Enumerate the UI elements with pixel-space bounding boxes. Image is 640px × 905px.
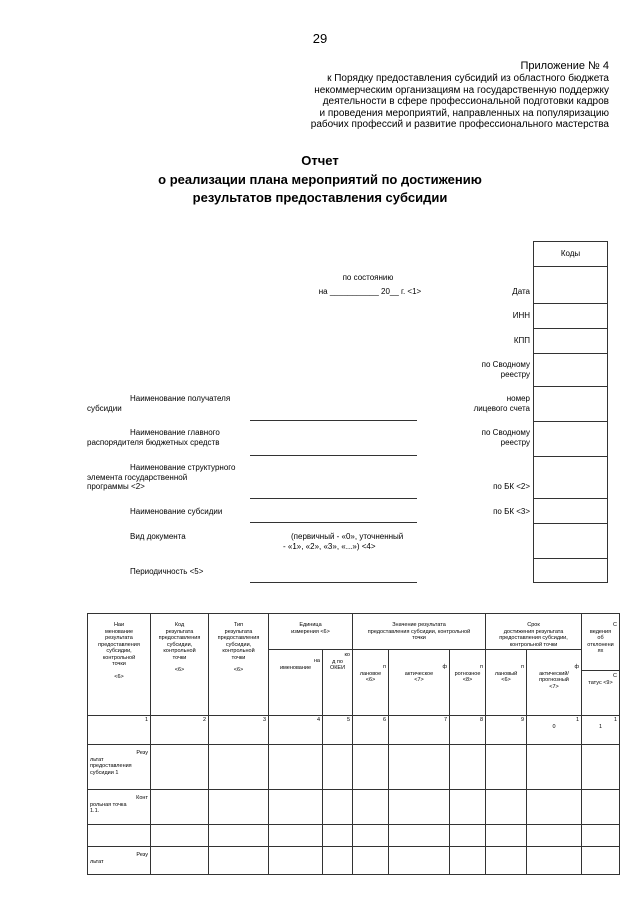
header-term-plan [486, 650, 527, 716]
header-text: п [383, 664, 386, 670]
header-text: субсидии, [166, 641, 193, 648]
table-cell[interactable] [151, 825, 209, 847]
row-label-checkpoint [88, 790, 151, 825]
header-text: ОКЕИ [329, 665, 346, 671]
header-unit-okei [323, 650, 353, 716]
label-svod-line: реестру [500, 369, 530, 379]
header-text: <6> [365, 677, 376, 683]
header-text: измерения <6> [291, 628, 330, 635]
table-cell[interactable] [450, 825, 486, 847]
code-cell-doctype[interactable] [534, 524, 608, 559]
table-cell[interactable] [323, 825, 353, 847]
code-cell-bk2[interactable] [534, 457, 608, 499]
header-text: точки [172, 654, 187, 661]
header-text: <7> [414, 677, 424, 683]
label-svod [482, 360, 530, 379]
structural-underline[interactable] [250, 498, 417, 499]
header-text: С [613, 673, 617, 679]
code-cell-date[interactable] [534, 267, 608, 304]
table-cell[interactable] [486, 790, 527, 825]
table-cell[interactable] [450, 790, 486, 825]
header-text: точки [112, 661, 126, 667]
code-cell-svod[interactable] [534, 354, 608, 387]
header-value [353, 614, 486, 650]
header-text: Тип [233, 622, 244, 628]
table-cell[interactable] [209, 790, 269, 825]
header-text: предоставления [217, 635, 260, 641]
table-cell[interactable] [353, 847, 389, 875]
row-text: рольная точка [90, 801, 127, 808]
table-cell[interactable] [450, 847, 486, 875]
header-type [209, 614, 269, 716]
header-text: <6> [114, 673, 124, 680]
header-text: предоставления [158, 635, 201, 641]
table-cell[interactable] [323, 790, 353, 825]
column-number-11 [582, 716, 620, 745]
header-text: д по [332, 658, 343, 665]
page-number: 29 [312, 31, 328, 46]
column-number: 5 [323, 716, 353, 745]
table-cell[interactable] [269, 745, 323, 790]
header-text: предоставления субсидии, контрольной [367, 628, 471, 635]
table-cell[interactable] [389, 790, 450, 825]
table-cell[interactable] [209, 847, 269, 875]
column-number: 6 [353, 716, 389, 745]
header-text: менование [104, 628, 134, 635]
label-account-line: лицевого счета [473, 403, 530, 413]
doctype-note [283, 532, 423, 551]
table-cell[interactable] [582, 825, 620, 847]
field-structural-line: элемента государственной [87, 472, 188, 482]
column-number-10 [527, 716, 582, 745]
table-cell[interactable] [582, 847, 620, 875]
label-svod-line: по Сводному [481, 428, 530, 437]
column-number: 2 [151, 716, 209, 745]
appendix-line: к Порядку предоставления субсидий из областного бюджета [327, 73, 609, 85]
subsidy-underline[interactable] [250, 522, 417, 523]
date-line: на ___________ 20__ г. <1> [318, 287, 422, 296]
table-cell[interactable] [88, 825, 151, 847]
codes-table [533, 241, 608, 583]
header-text: Значение результата [392, 622, 446, 628]
as-of-label: по состоянию [342, 273, 394, 282]
header-text: субсидии, [106, 648, 132, 654]
table-cell[interactable] [209, 825, 269, 847]
header-text: контрольной [222, 648, 255, 654]
column-number-digit: 1 [613, 717, 617, 723]
column-number-digit: 1 [575, 717, 579, 723]
header-code [151, 614, 209, 716]
label-svod-line: по Сводному [481, 360, 530, 369]
table-cell[interactable] [269, 847, 323, 875]
column-number-digit: 0 [552, 723, 556, 730]
table-cell[interactable] [151, 847, 209, 875]
column-number: 1 [88, 716, 151, 745]
header-text: рогнозное [454, 670, 481, 677]
field-recipient-line: Наименование получателя [130, 394, 231, 403]
header-deviation [582, 614, 620, 671]
header-text: на [313, 658, 320, 664]
header-text: предоставления субсидии, [499, 635, 568, 641]
row-text: Резу [136, 750, 148, 756]
table-cell[interactable] [389, 745, 450, 790]
field-manager [87, 428, 247, 447]
label-account [474, 394, 530, 413]
field-doctype: Вид документа [130, 532, 186, 541]
row-text: Конт [136, 795, 148, 801]
row-text: льтат [90, 756, 104, 763]
appendix-line: деятельности в сфере профессиональной подготовки кадров [322, 96, 609, 108]
header-text: точки [231, 654, 246, 661]
header-text: <6> [174, 667, 185, 673]
report-title: Отчет [301, 153, 339, 168]
header-text: контрольной [102, 654, 136, 661]
row-text: субсидии 1 [90, 769, 119, 776]
table-cell[interactable] [389, 825, 450, 847]
header-text: С [613, 622, 617, 628]
header-text: лановое [359, 670, 382, 677]
table-cell[interactable] [353, 745, 389, 790]
header-unit-name [269, 650, 323, 716]
column-number: 4 [269, 716, 323, 745]
header-text: результата [105, 635, 133, 641]
header-text: ф [574, 664, 579, 670]
row-text: Резу [136, 852, 148, 858]
field-structural-line: программы <2> [87, 482, 145, 491]
header-term [486, 614, 582, 650]
table-cell[interactable] [323, 847, 353, 875]
header-term-fact [527, 650, 582, 716]
header-text: прогнозный [539, 677, 569, 683]
column-number: 3 [209, 716, 269, 745]
row-text: льтат [90, 858, 104, 865]
header-text: результата [165, 628, 194, 635]
code-cell-periodicity[interactable] [534, 559, 608, 583]
header-text: <6> [501, 677, 511, 683]
column-number: 7 [389, 716, 450, 745]
header-value-forecast [450, 650, 486, 716]
recipient-underline[interactable] [250, 420, 417, 421]
header-status [582, 671, 620, 716]
appendix-line: некоммерческим организациям на государственную поддержку [314, 84, 609, 96]
column-number-digit: 1 [598, 723, 603, 730]
row-text: предоставления [90, 763, 132, 769]
periodicity-underline[interactable] [250, 582, 417, 583]
table-cell[interactable] [527, 847, 582, 875]
header-text: отклонени [587, 641, 614, 648]
label-account-line: номер [506, 394, 530, 403]
field-structural-line: Наименование структурного [130, 463, 236, 472]
label-inn: ИНН [512, 311, 530, 320]
results-table [87, 613, 620, 875]
doctype-note-line: (первичный - «0», уточненный [291, 532, 404, 541]
header-text: точки [412, 635, 426, 641]
table-cell[interactable] [151, 745, 209, 790]
header-value-plan [353, 650, 389, 716]
appendix-line: и проведения мероприятий, направленных на популяризацию [319, 107, 609, 119]
table-cell[interactable] [486, 847, 527, 875]
header-text: <8> [462, 677, 473, 683]
code-cell-account[interactable] [534, 387, 608, 422]
header-text: ведения [589, 628, 612, 635]
header-text: ко [344, 652, 350, 658]
header-text: ях [597, 648, 604, 654]
code-cell-kpp[interactable] [534, 329, 608, 354]
field-recipient [87, 394, 247, 413]
header-text: именование [279, 664, 312, 671]
header-text: актическое [404, 670, 434, 677]
table-cell[interactable] [323, 745, 353, 790]
codes-header: Коды [534, 242, 608, 267]
header-text: об [597, 635, 604, 641]
field-manager-line: распорядителя бюджетных средств [87, 437, 220, 447]
table-cell[interactable] [450, 745, 486, 790]
header-name [88, 614, 151, 716]
header-text: субсидии, [225, 641, 252, 648]
header-text: контрольной точки [509, 641, 558, 648]
header-text: ф [442, 664, 447, 670]
header-text: достижения результата [503, 628, 564, 635]
manager-underline[interactable] [250, 455, 417, 456]
header-text: п [521, 664, 524, 670]
column-number: 9 [486, 716, 527, 745]
table-cell[interactable] [582, 790, 620, 825]
header-text: результата [224, 628, 253, 635]
field-periodicity: Периодичность <5> [130, 567, 204, 576]
table-cell[interactable] [353, 790, 389, 825]
header-text: Наи [113, 622, 125, 628]
header-value-fact [389, 650, 450, 716]
field-manager-line: Наименование главного [130, 428, 220, 437]
table-cell[interactable] [527, 825, 582, 847]
field-structural [87, 463, 247, 492]
table-cell[interactable] [151, 790, 209, 825]
table-cell[interactable] [269, 790, 323, 825]
header-text: контрольной [163, 648, 196, 654]
code-cell-inn[interactable] [534, 304, 608, 329]
row-text: 1.1. [90, 808, 100, 814]
table-cell[interactable] [389, 847, 450, 875]
header-text: лановый [494, 670, 518, 677]
label-bk2: по БК <2> [493, 482, 530, 491]
header-unit [269, 614, 353, 650]
doctype-note-line: - «1», «2», «3», «...») <4> [283, 541, 376, 551]
table-cell[interactable] [527, 745, 582, 790]
table-cell[interactable] [582, 745, 620, 790]
header-text: татус <9> [588, 679, 613, 686]
field-subsidy: Наименование субсидии [130, 507, 223, 516]
table-cell[interactable] [486, 825, 527, 847]
table-cell[interactable] [209, 745, 269, 790]
header-text: актический/ [539, 670, 569, 677]
table-cell[interactable] [486, 745, 527, 790]
appendix-line: рабочих профессий и развитие профессионального мастерства [310, 119, 609, 131]
report-subtitle: о реализации плана мероприятий по достижению [158, 172, 482, 187]
label-svod-line: реестру [500, 437, 530, 447]
row-label-result-2 [88, 847, 151, 875]
header-text: <7> [549, 683, 559, 690]
report-subtitle-2: результатов предоставления субсидии [192, 190, 448, 205]
table-cell[interactable] [353, 825, 389, 847]
code-cell-bk3[interactable] [534, 499, 608, 524]
table-cell[interactable] [269, 825, 323, 847]
appendix-title: Приложение № 4 [520, 60, 609, 72]
column-number: 8 [450, 716, 486, 745]
code-cell-svod-2[interactable] [534, 422, 608, 457]
table-cell[interactable] [527, 790, 582, 825]
row-label-result-1 [88, 745, 151, 790]
header-text: п [480, 664, 483, 670]
label-svod-2 [482, 428, 530, 447]
header-text: предоставления [98, 641, 140, 648]
header-text: Единица [299, 622, 322, 628]
header-text: Срок [527, 622, 540, 628]
header-text: Код [174, 622, 185, 628]
appendix-block [269, 61, 609, 130]
label-date: Дата [512, 287, 530, 296]
label-kpp: КПП [513, 336, 530, 345]
header-text: <6> [233, 667, 244, 673]
label-bk3: по БК <3> [493, 507, 530, 516]
field-recipient-line: субсидии [87, 403, 122, 413]
